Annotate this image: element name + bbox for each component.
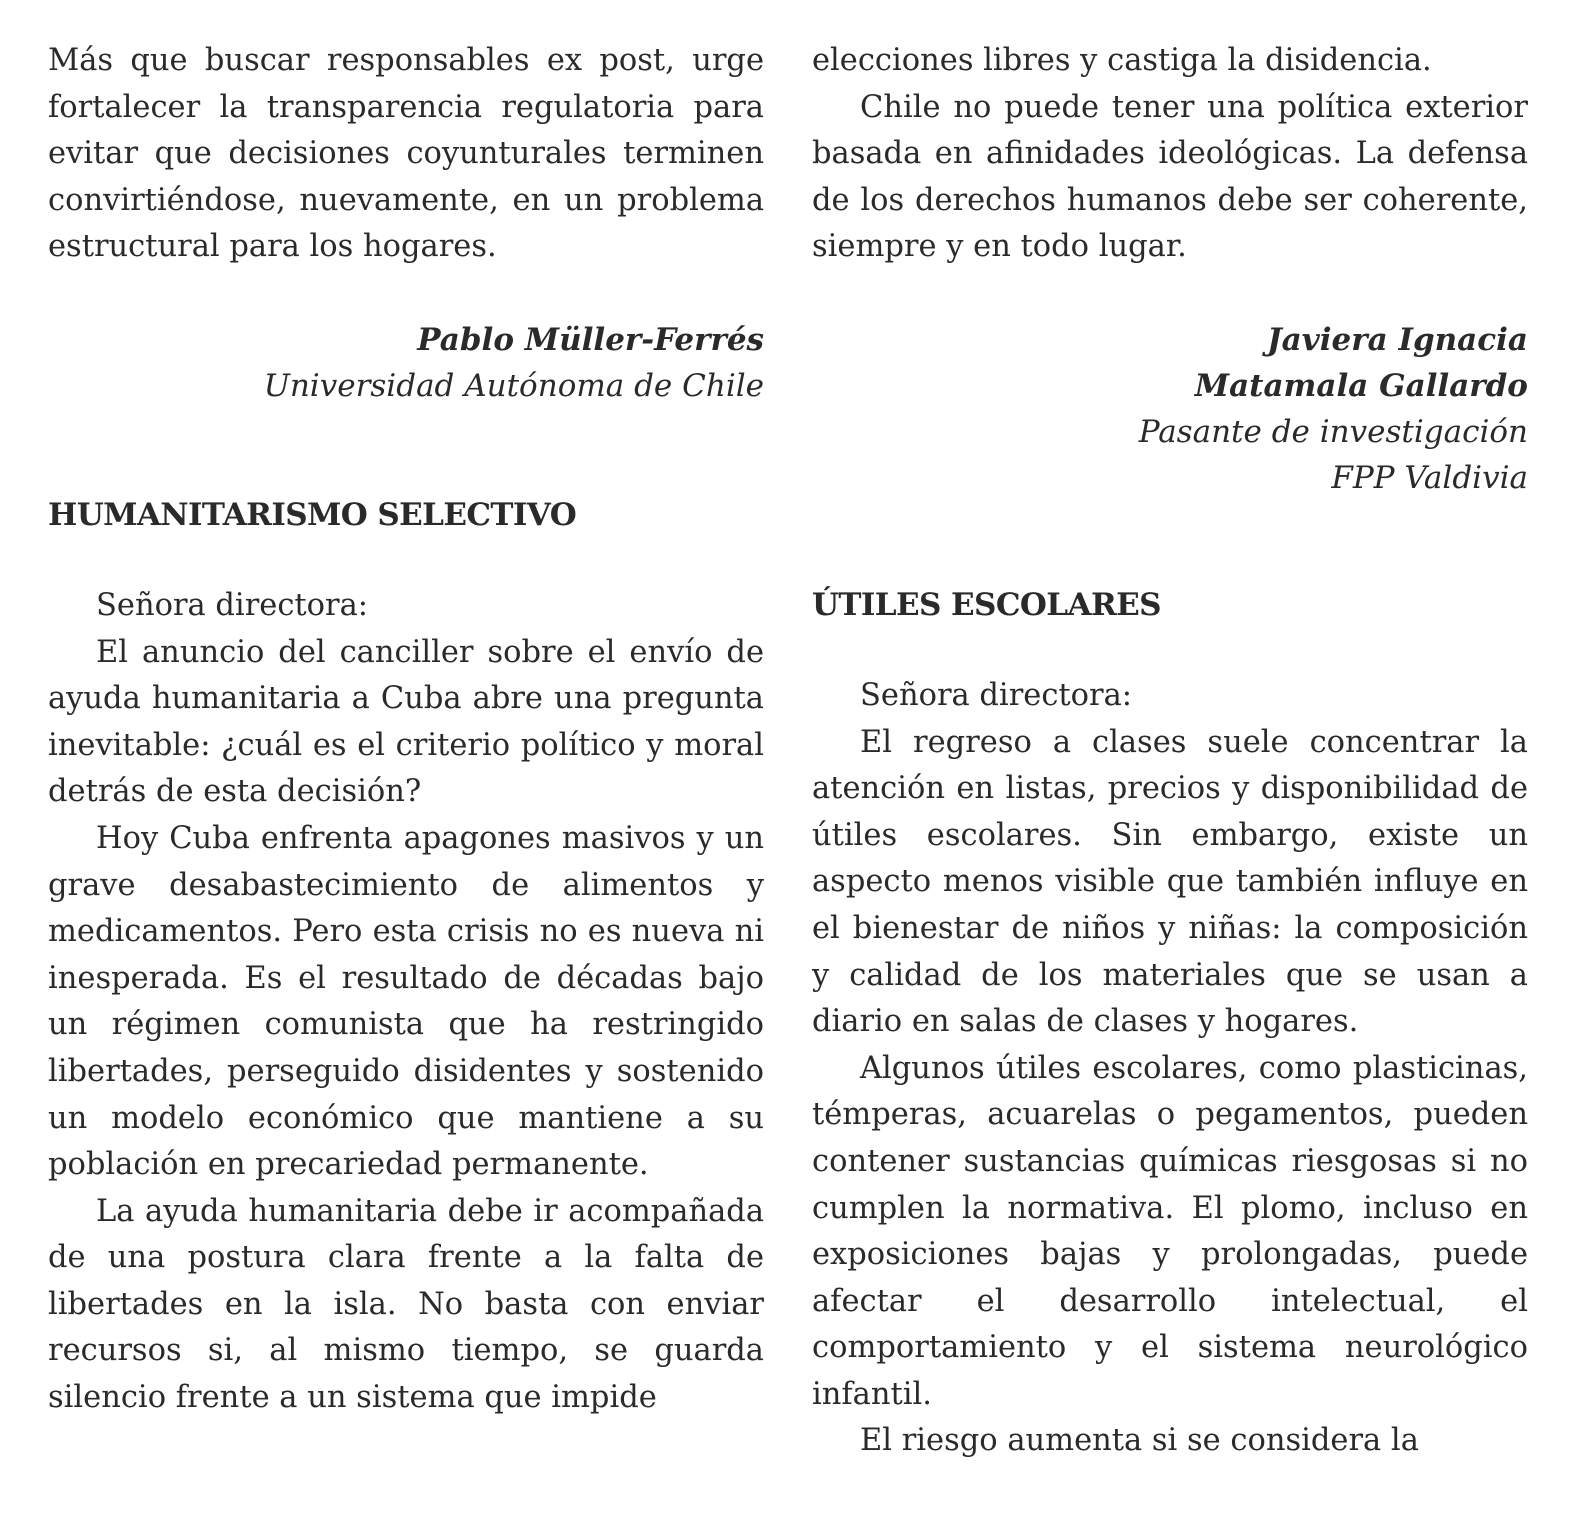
right-column [812, 38, 1528, 1465]
letter-greeting: Señora directora: [96, 587, 369, 623]
signature-name-line2: Matamala Gallardo [1194, 367, 1528, 404]
continued-paragraph: Chile no puede tener una política exterior basada en afinidades ideológicas. La defensa de los derechos humanos debe ser coherente, siempre y en todo lugar. [812, 89, 1528, 265]
signature-affiliation: Universidad Autónoma de Chile [263, 367, 764, 404]
signature-title: Pasante de investigación [1138, 413, 1528, 450]
signature-affiliation: FPP Valdivia [1331, 459, 1528, 496]
letter-heading-utiles: ÚTILES ESCOLARES [812, 586, 1161, 623]
letter-heading-humanitarismo: HUMANITARISMO SELECTIVO [48, 496, 577, 533]
signature-matamala [812, 317, 1528, 501]
signature-name: Pablo Müller-Ferrés [417, 321, 764, 358]
letter-paragraph: Hoy Cuba enfrenta apagones masivos y un grave desabastecimiento de alimentos y medicamentos. Pero esta crisis no es nueva ni inesperada. Es el resultado de décadas bajo un régimen comunista que ha restringido libertades, perseguido disidentes y sostenido un modelo económico que mantiene a su población en precariedad permanente. [48, 820, 764, 1183]
signature-name-line1: Javiera Ignacia [1266, 321, 1528, 358]
letter-paragraph: El riesgo aumenta si se considera la [860, 1423, 1419, 1459]
letter-paragraph: El regreso a clases suele concentrar la atención en listas, precios y disponibilidad de útiles escolares. Sin embargo, existe un aspecto menos visible que también influye en el bienestar de niños y niñas: la composición y calidad de los materiales que se usan a diario en salas de clases y hogares. [812, 724, 1528, 1040]
letter-paragraph: Algunos útiles escolares, como plasticinas, témperas, acuarelas o pegamentos, pueden contener sustancias químicas riesgosas si no cumplen la normativa. El plomo, incluso en exposiciones bajas y prolongadas, puede afectar el desarrollo intelectual, el comportamiento y el sistema neurológico infantil. [812, 1050, 1528, 1412]
letter-paragraph: La ayuda humanitaria debe ir acompañada de una postura clara frente a la falta de libertades en la isla. No basta con enviar recursos si, al mismo tiempo, se guarda silencio frente a un sistema que impide [48, 1193, 764, 1416]
left-column [48, 38, 764, 1422]
letter-greeting: Señora directora: [860, 677, 1133, 713]
letter-paragraph: El anuncio del canciller sobre el envío de ayuda humanitaria a Cuba abre una pregunta inevitable: ¿cuál es el criterio político y moral detrás de esta decisión? [48, 634, 764, 810]
signature-muller [48, 317, 764, 409]
intro-paragraph: Más que buscar responsables ex post, urge fortalecer la transparencia regulatoria para evitar que decisiones coyunturales terminen convirtiéndose, nuevamente, en un problema estructural para los hogares. [48, 43, 764, 265]
continued-paragraph: elecciones libres y castiga la disidencia. [812, 43, 1432, 78]
